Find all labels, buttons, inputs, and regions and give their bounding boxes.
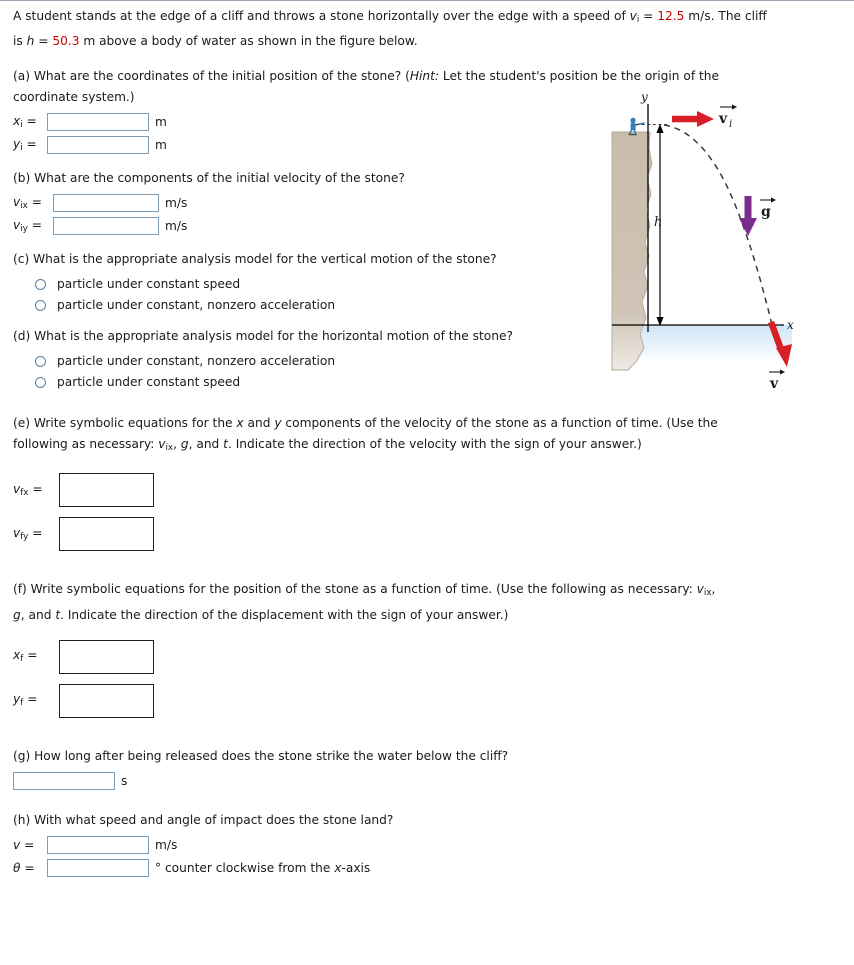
radio-icon[interactable] [35, 356, 46, 367]
y-axis-label: y [641, 90, 648, 104]
question-f-text [13, 579, 849, 625]
question-g [13, 746, 849, 790]
qe-p4: following as necessary: [13, 437, 159, 452]
qf-g: g [13, 607, 21, 622]
question-g-text: (g) How long after being released does the stone strike the water below the cliff? [13, 748, 509, 763]
label-vfx: $v_{fx}$ = [13, 482, 43, 499]
qe-p6: , and [188, 437, 224, 452]
qe-g: g [180, 437, 189, 452]
label-vfy: $v_{fy}$ = [13, 526, 43, 543]
input-angle[interactable] [47, 859, 149, 877]
label-theta: θ = [13, 860, 35, 875]
option-d-1-label: particle under constant, nonzero acceleration [57, 354, 336, 369]
radio-icon[interactable] [35, 377, 46, 388]
input-time[interactable] [13, 772, 115, 790]
unit-yi: m [155, 138, 167, 153]
qf-p2: , [711, 582, 716, 597]
vi-symbol: $v_i$ [629, 9, 640, 26]
unit-viy: m/s [165, 219, 188, 234]
qe-p5: , [173, 437, 181, 452]
answer-row-vfx [13, 473, 849, 507]
unit-angle: ° counter clockwise from the x-axis [155, 860, 371, 875]
h-value: 50.3 [52, 34, 80, 49]
svg-text:v: v [770, 376, 779, 392]
problem-statement [13, 6, 849, 52]
qa-part1: (a) What are the coordinates of the initial position of the stone? ( [13, 69, 410, 84]
question-e [13, 413, 849, 551]
g-label [760, 197, 776, 220]
page-top-divider [0, 0, 854, 1]
unit-speed: m/s [155, 837, 178, 852]
label-yf: $y_f$ = [13, 692, 38, 709]
unit-xi: m [155, 115, 167, 130]
vi-value: 12.5 [657, 9, 685, 23]
initial-velocity-arrow [672, 104, 737, 130]
question-h-text: (h) With what speed and angle of impact does the stone land? [13, 812, 394, 827]
qf-t: t [55, 607, 61, 622]
input-yf[interactable] [59, 684, 154, 718]
radio-icon[interactable] [35, 279, 46, 290]
qe-x: x [236, 416, 244, 431]
svg-text:v: v [719, 111, 728, 127]
option-c-1-label: particle under constant speed [57, 277, 241, 292]
qf-p4: . Indicate the direction of the displacement with the sign of your answer.) [60, 607, 509, 622]
qe-p2: and [243, 416, 275, 431]
vi-label [718, 104, 737, 130]
statement-text-2: m/s. The cliff [684, 9, 767, 23]
option-d-2-label: particle under constant speed [57, 375, 241, 390]
answer-row-vfy [13, 517, 849, 551]
qa-part3: coordinate system.) [13, 90, 135, 105]
answer-row-yf [13, 684, 849, 718]
label-viy: $v_{iy}$ = [13, 218, 42, 235]
qf-p1: (f) Write symbolic equations for the position of the stone as a function of time. (Use the following as necessary: [13, 582, 697, 597]
input-yi[interactable] [47, 136, 149, 154]
trajectory-path [664, 125, 773, 329]
input-speed[interactable] [47, 836, 149, 854]
statement-text-1: A student stands at the edge of a cliff and throws a stone horizontally over the edge with a speed of [13, 9, 630, 23]
answer-row-xf [13, 640, 849, 674]
gravity-arrow [739, 196, 776, 236]
input-viy[interactable] [53, 217, 159, 235]
qe-t: t [223, 437, 228, 452]
label-v: v = [13, 837, 35, 852]
question-d-text: (d) What is the appropriate analysis model for the horizontal motion of the stone? [13, 329, 513, 344]
qe-p3: components of the velocity of the stone as a function of time. (Use the [281, 416, 718, 431]
equals-2: = [34, 34, 53, 49]
statement-text-4: m above a body of water as shown in the figure below. [79, 34, 418, 49]
qe-p1: (e) Write symbolic equations for the [13, 416, 237, 431]
label-xf: $x_f$ = [13, 648, 38, 665]
qe-vix: $v_{ix}$ [158, 437, 174, 454]
question-h [13, 810, 849, 877]
input-xi[interactable] [47, 113, 149, 131]
equals-1: = [639, 9, 658, 23]
input-vfy[interactable] [59, 517, 154, 551]
question-b-text: (b) What are the components of the initial velocity of the stone? [13, 171, 405, 186]
vf-label [769, 369, 785, 392]
label-vix: $v_{ix}$ = [13, 195, 42, 212]
input-xf[interactable] [59, 640, 154, 674]
projectile-figure [606, 86, 852, 394]
label-yi: $y_i$ = [13, 137, 37, 154]
answer-row-angle [13, 859, 849, 877]
qf-p3: , and [20, 607, 56, 622]
qa-hint-label: Hint: [409, 69, 440, 84]
statement-text-3: is [13, 34, 27, 49]
qa-part2: Let the student's position be the origin of the [439, 69, 720, 84]
qf-vix: $v_{ix}$ [696, 582, 712, 599]
input-vix[interactable] [53, 194, 159, 212]
h-symbol: h [26, 34, 35, 49]
unit-time: s [121, 773, 128, 788]
label-xi: $x_i$ = [13, 114, 37, 131]
question-c-text: (c) What is the appropriate analysis model for the vertical motion of the stone? [13, 252, 497, 267]
input-vfx[interactable] [59, 473, 154, 507]
answer-row-speed [13, 836, 849, 854]
height-label: h [654, 215, 663, 230]
question-f [13, 579, 849, 717]
qe-y: y [274, 416, 282, 431]
svg-text:g: g [761, 204, 771, 220]
answer-row-time [13, 772, 849, 790]
height-dimension [654, 124, 664, 326]
svg-text:i: i [729, 119, 733, 130]
x-axis-label: x [787, 318, 794, 332]
option-c-2-label: particle under constant, nonzero acceleration [57, 298, 336, 313]
qe-p7: . Indicate the direction of the velocity with the sign of your answer.) [227, 437, 642, 452]
unit-vix: m/s [165, 196, 188, 211]
question-e-text [13, 413, 849, 459]
radio-icon[interactable] [35, 300, 46, 311]
